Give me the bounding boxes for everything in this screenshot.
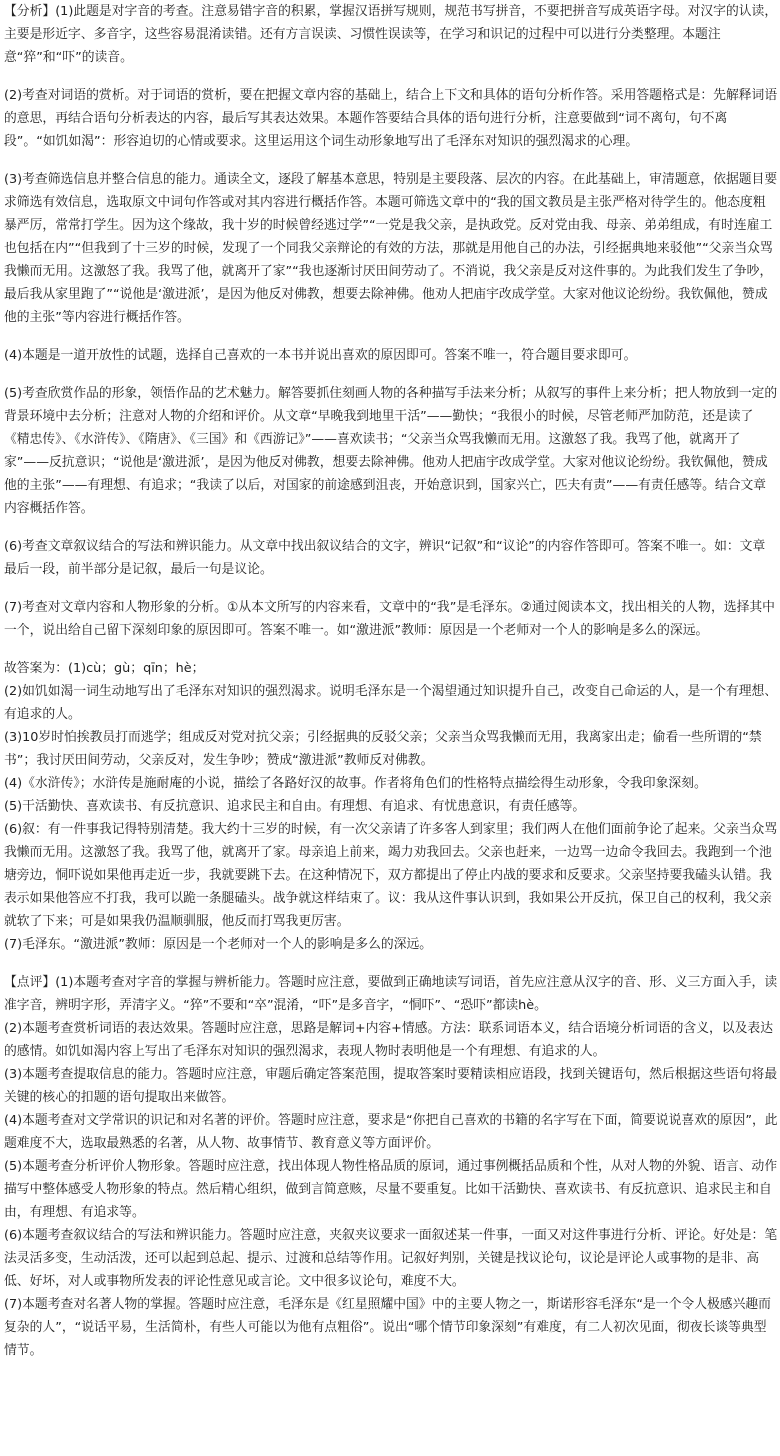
- analysis-paragraph-2: (2)考查对词语的赏析。对于词语的赏析，要在把握文章内容的基础上，结合上下文和具体的语句分析作答。采用答题格式是：先解释词语的意思，再结合语句分析表达的内容，最后写其表达效果。本题作答要结合具体的语句进行分析，注意要做到“词不离句，句不离段”。“如饥如渴”：形容迫切的心情或要求。这里运用这个词生动形象地写出了毛泽东对知识的强烈渴求的心理。: [4, 88, 778, 149]
- answer-line-3: (3)10岁时怕挨教员打而逃学；组成反对党对抗父亲；引经据典的反驳父亲；父亲当众骂我懒而无用，我离家出走；偷看一些所谓的“禁书”；我讨厌田间劳动，父亲反对，发生争吵；赞成“激进派”教师反对佛教。: [4, 730, 762, 768]
- comment-line-6: (6)本题考查叙议结合的写法和辨识能力。答题时应注意，夹叙夹议要求一面叙述某一件事，一面又对这件事进行分析、评论。好处是：笔法灵活多变，生动活泼，还可以起到总起、提示、过渡和总结等作用。记叙好判别，关键是找议论句，议论是评论人或事物的是非、高低、好坏，对人或事物所发表的评论性意见或言论。文中很多议论句，难度不大。: [4, 1228, 778, 1289]
- comment-section: [4, 971, 778, 1362]
- answer-line-1: 故答案为：(1)cù；gù；qīn；hè；: [4, 661, 205, 676]
- analysis-paragraph-7: (7)考查对文章内容和人物形象的分析。①从本文所写的内容来看，文章中的“我”是毛泽东。②通过阅读本文，找出相关的人物，选择其中一个，说出给自己留下深刻印象的原因即可。答案不唯一。如“激进派”教师：原因是一个老师对一个人的影响是多么的深远。: [4, 600, 775, 638]
- analysis-paragraph-1: 【分析】(1)此题是对字音的考查。注意易错字音的积累，掌握汉语拼写规则，规范书写拼音，不要把拼音写成英语字母。对汉字的认读，主要是形近字、多音字，这些容易混淆读错。还有方言误读、习惯性误读等，在学习和识记的过程中可以进行分类整理。本题注意“猝”和“吓”的读音。: [4, 4, 778, 65]
- comment-line-1: 【点评】(1)本题考查对字音的掌握与辨析能力。答题时应注意，要做到正确地读写词语，首先应注意从汉字的音、形、义三方面入手，读准字音，辨明字形，弄清字义。“猝”不要和“卒”混淆，“吓”是多音字，“恫吓”、“恐吓”都读hè。: [4, 975, 778, 1013]
- comment-line-3: (3)本题考查提取信息的能力。答题时应注意，审题后确定答案范围，提取答案时要精读相应语段，找到关键语句，然后根据这些语句将最关键的核心的扣题的语句提取出来做答。: [4, 1067, 778, 1105]
- answer-line-7: (7)毛泽东。“激进派”教师：原因是一个老师对一个人的影响是多么的深远。: [4, 937, 433, 952]
- comment-line-5: (5)本题考查分析评价人物形象。答题时应注意，找出体现人物性格品质的原词，通过事例概括品质和个性，从对人物的外貌、语言、动作描写中整体感受人物形象的特点。然后精心组织，做到言简意赅，尽量不要重复。比如干活勤快、喜欢读书、有反抗意识、追求民主和自由，有理想、有追求等。: [4, 1159, 778, 1220]
- answer-line-2: (2)如饥如渴一词生动地写出了毛泽东对知识的强烈渴求。说明毛泽东是一个渴望通过知识提升自己，改变自己命运的人，是一个有理想、有追求的人。: [4, 684, 778, 722]
- answer-section: [4, 657, 778, 956]
- analysis-paragraph-4: (4)本题是一道开放性的试题，选择自己喜欢的一本书并说出喜欢的原因即可。答案不唯一，符合题目要求即可。: [4, 348, 637, 363]
- answer-line-6: (6)叙：有一件事我记得特别清楚。我大约十三岁的时候，有一次父亲请了许多客人到家里；我们两人在他们面前争论了起来。父亲当众骂我懒而无用。这激怒了我。我骂了他，就离开了家。母亲追上前来，竭力劝我回去。父亲也赶来，一边骂一边命令我回去。我跑到一个池塘旁边，恫吓说如果他再走近一步，我就要跳下去。在这种情况下，双方都提出了停止内战的要求和反要求。父亲坚持要我磕头认错。我表示如果他答应不打我，我可以跪一条腿磕头。战争就这样结束了。议：我从这件事认识到，我如果公开反抗，保卫自己的权利，我父亲就软了下来；可是如果我仍温顺驯服，他反而打骂我更厉害。: [4, 822, 778, 929]
- answer-line-5: (5)干活勤快、喜欢读书、有反抗意识、追求民主和自由。有理想、有追求、有忧患意识，有责任感等。: [4, 799, 586, 814]
- analysis-paragraph-6: (6)考查文章叙议结合的写法和辨识能力。从文章中找出叙议结合的文字，辨识“记叙”和“议论”的内容作答即可。答案不唯一。如：文章最后一段，前半部分是记叙，最后一句是议论。: [4, 539, 766, 577]
- analysis-paragraph-3: (3)考查筛选信息并整合信息的能力。通读全文，逐段了解基本意思，特别是主要段落、层次的内容。在此基础上，审清题意，依据题目要求筛选有效信息，选取原文中词句作答或对其内容进行概括作答。本题可筛选文章中的“我的国文教员是主张严格对待学生的。他态度粗暴严厉，常常打学生。因为这个缘故，我十岁的时候曾经逃过学”“一党是我父亲，是执政党。反对党由我、母亲、弟弟组成，有时连雇工也包括在内”“但我到了十三岁的时候，发现了一个同我父亲辩论的有效的方法，那就是用他自己的办法，引经据典地来驳他”“父亲当众骂我懒而无用。这激怒了我。我骂了他，就离开了家”“我也逐渐讨厌田间劳动了。不消说，我父亲是反对这件事的。为此我们发生了争吵，最后我从家里跑了”“说他是‘激进派’，是因为他反对佛教，想要去除神佛。他劝人把庙宇改成学堂。大家对他议论纷纷。我钦佩他，赞成他的主张”等内容进行概括作答。: [4, 172, 778, 325]
- comment-line-4: (4)本题考查对文学常识的识记和对名著的评价。答题时应注意，要求是“你把自己喜欢的书籍的名字写在下面，简要说说喜欢的原因”，此题难度不大，选取最熟悉的名著，从人物、故事情节、教育意义等方面评价。: [4, 1113, 778, 1151]
- comment-line-7: (7)本题考查对名著人物的掌握。答题时应注意，毛泽东是《红星照耀中国》中的主要人物之一，斯诺形容毛泽东“是一个令人极感兴趣而复杂的人”，“说话平易，生活简朴，有些人可能以为他有点粗俗”。说出“哪个情节印象深刻”有难度，有二人初次见面，彻夜长谈等典型情节。: [4, 1297, 771, 1358]
- analysis-paragraph-5: (5)考查欣赏作品的形象，领悟作品的艺术魅力。解答要抓住刻画人物的各种描写手法来分析；从叙写的事件上来分析；把人物放到一定的背景环境中去分析；注意对人物的介绍和评价。从文章“早晚我到地里干活”——勤快；“我很小的时候，尽管老师严加防范，还是读了《精忠传》、《水浒传》、《隋唐》、《三国》和《西游记》”——喜欢读书；“父亲当众骂我懒而无用。这激怒了我。我骂了他，就离开了家”——反抗意识；“说他是‘激进派’，是因为他反对佛教，想要去除神佛。他劝人把庙宇改成学堂。大家对他议论纷纷。我钦佩他，赞成他的主张”——有理想、有追求；“我读了以后，对国家的前途感到沮丧，开始意识到，国家兴亡，匹夫有责”——有责任感等。结合文章内容概括作答。: [4, 386, 778, 516]
- answer-line-4: (4)《水浒传》；水浒传是施耐庵的小说，描绘了各路好汉的故事。作者将角色们的性格特点描绘得生动形象，令我印象深刻。: [4, 776, 707, 791]
- analysis-section: [4, 0, 778, 642]
- comment-line-2: (2)本题考查赏析词语的表达效果。答题时应注意，思路是解词+内容+情感。方法：联系词语本义，结合语境分析词语的含义，以及表达的感情。如饥如渴内容上写出了毛泽东对知识的强烈渴求，表现人物时表明他是一个有理想、有追求的人。: [4, 1021, 773, 1059]
